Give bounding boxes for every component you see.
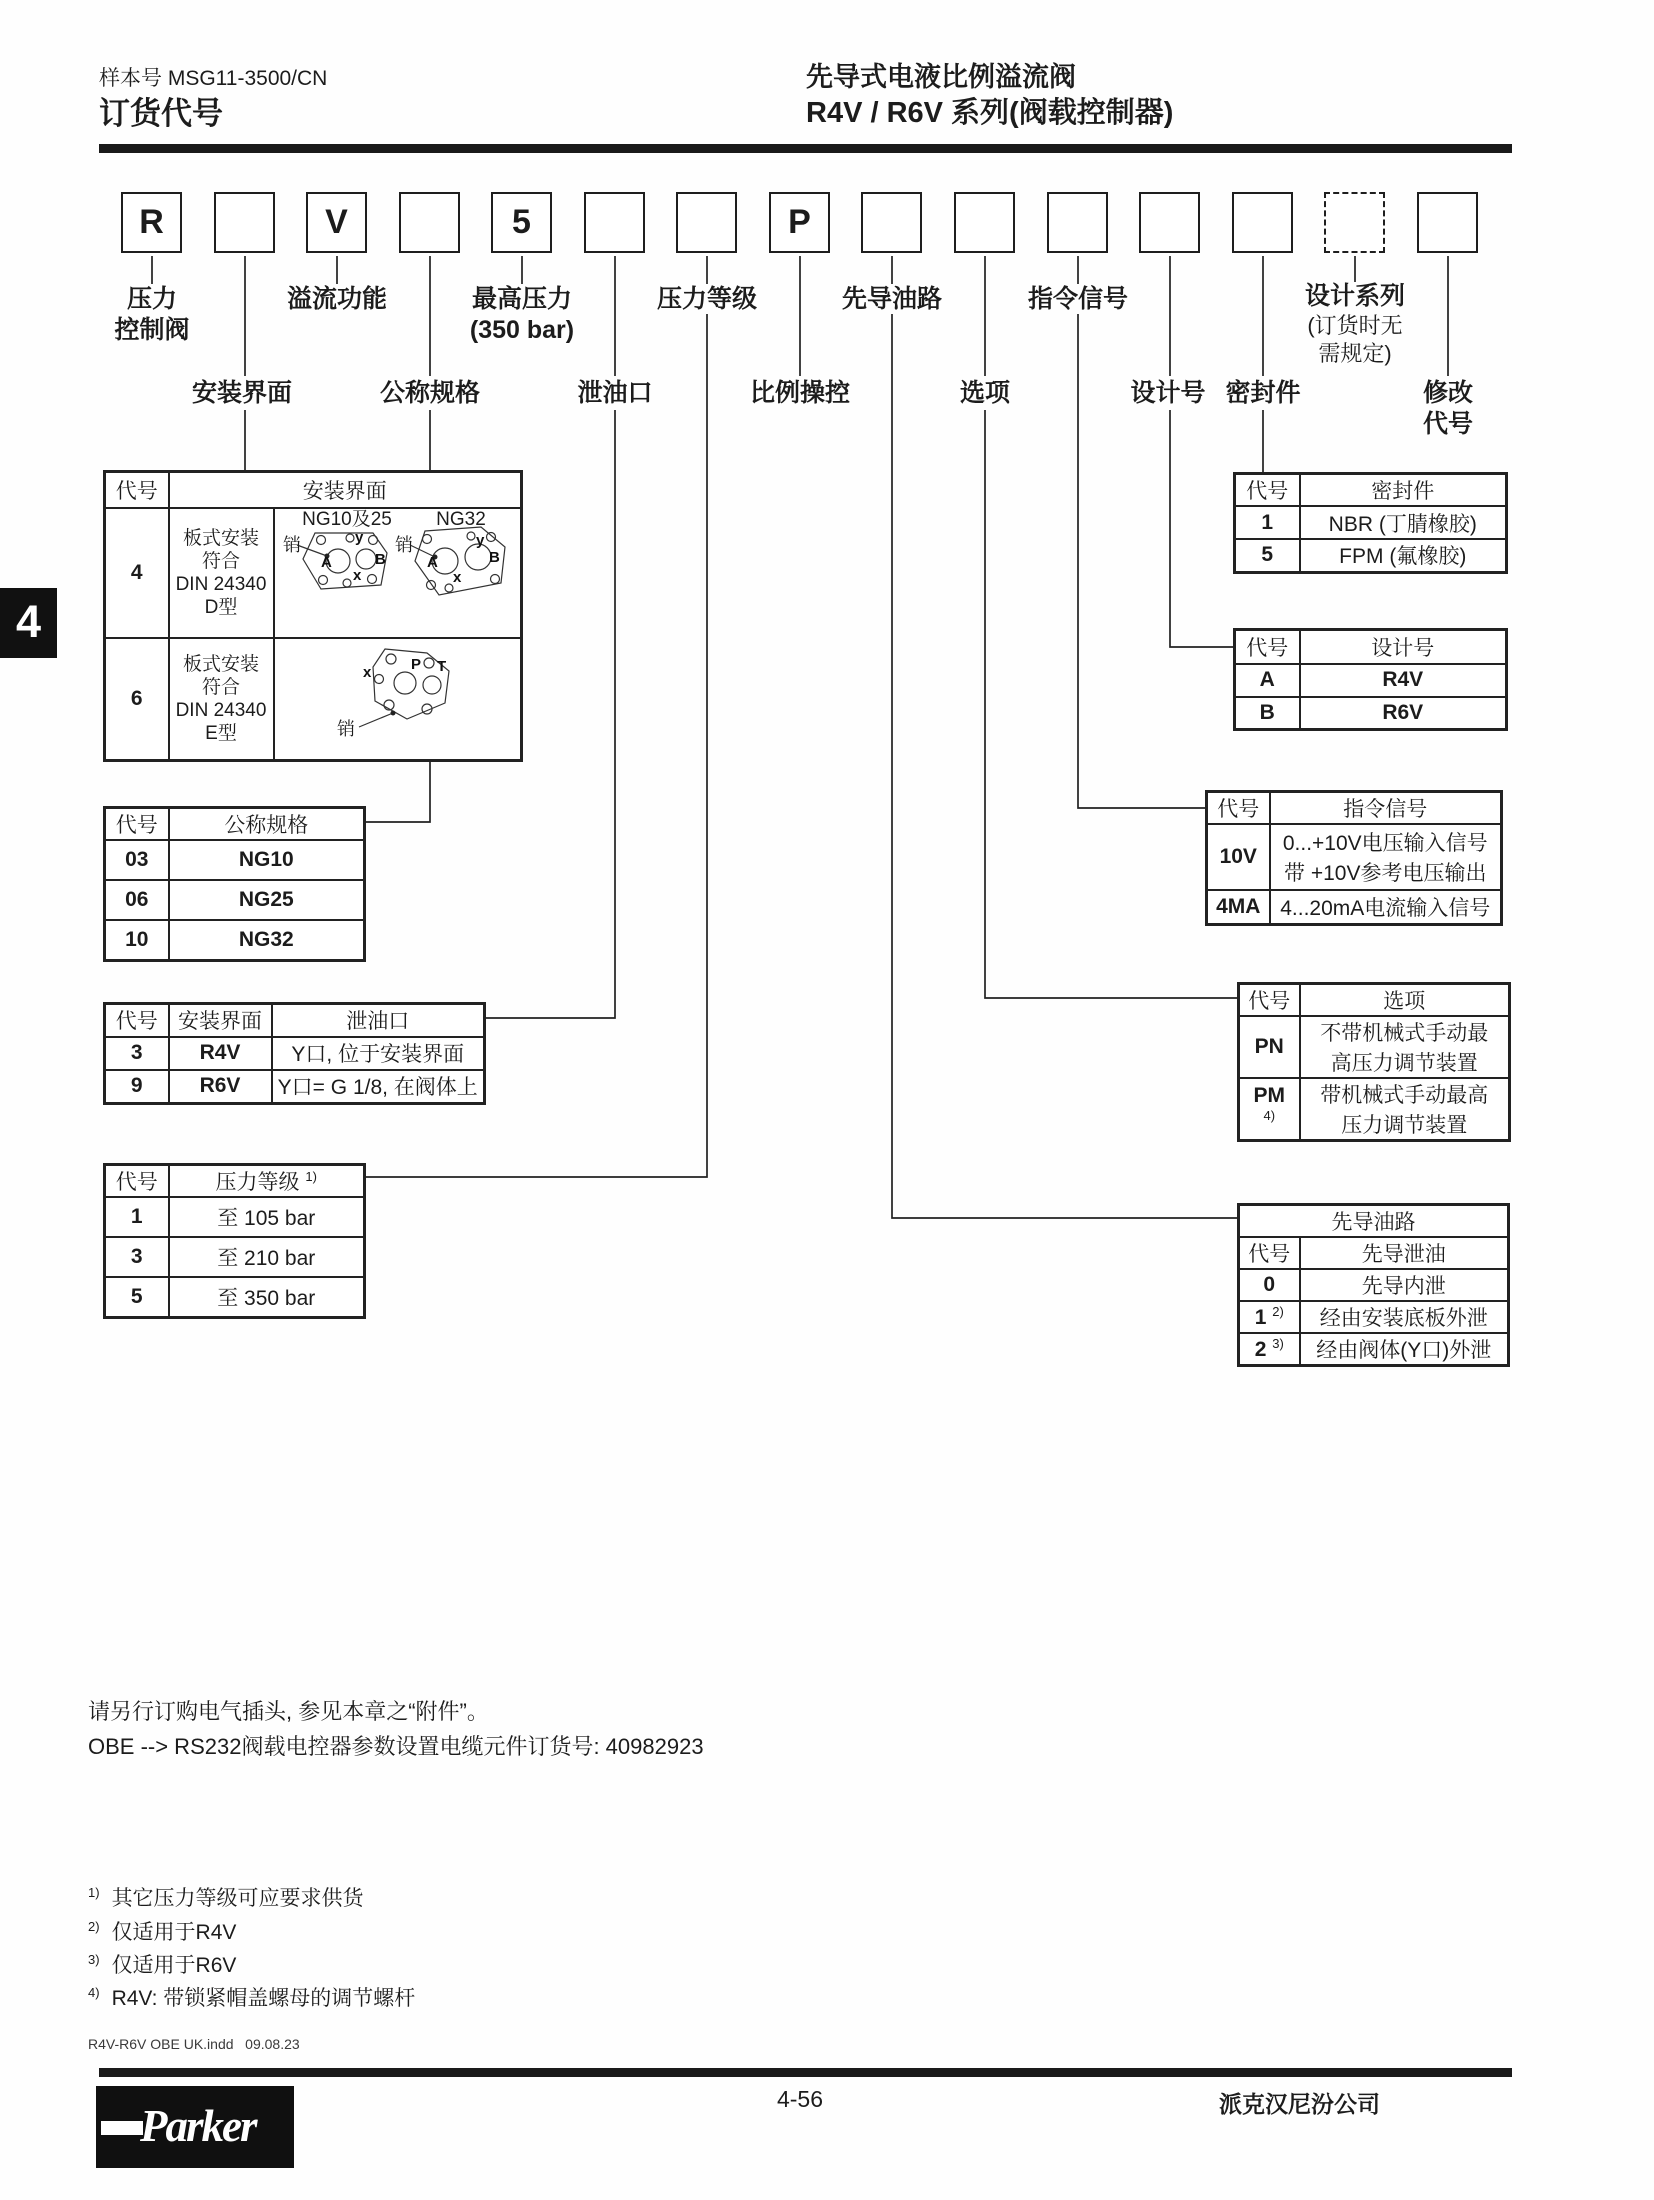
label-design-number: 设计号 (1130, 379, 1206, 407)
code-box-3: V (306, 192, 367, 253)
code-box-1: R (121, 192, 182, 253)
col-header-mounting: 安装界面 (169, 472, 522, 508)
svg-text:销: 销 (337, 718, 356, 739)
cell-code: 6 (105, 638, 169, 761)
label-revision-code: 修改 代号 (1422, 379, 1474, 438)
label-mounting-interface: 安装界面 (191, 379, 293, 407)
cell-diagram-d-type (274, 508, 522, 638)
file-info: R4V-R6V OBE UK.indd 09.08.23 (88, 2036, 300, 2052)
cell-code: 4 (105, 508, 169, 638)
svg-text:y: y (476, 531, 485, 549)
label-options: 选项 (959, 379, 1011, 407)
label-relief-function: 溢流功能 (286, 285, 388, 313)
svg-text:销: 销 (283, 534, 302, 555)
svg-text:B: B (375, 550, 387, 568)
label-command-signal: 指令信号 (1027, 285, 1129, 313)
label-nominal-size: 公称规格 (379, 379, 481, 407)
table-options: 代号 选项 PN 不带机械式手动最 高压力调节装置 PM $^{4)}$ 带机械式手动最高 压力调节装置 (1237, 982, 1511, 1142)
table-drain-port: 代号 安装界面 泄油口 3 R4V Y口, 位于安装界面 9 R6V Y口= G 1/8, 在阀体上 (103, 1002, 486, 1105)
table-mounting-interface (103, 470, 523, 762)
svg-text:y: y (355, 528, 364, 546)
cell-desc: 板式安装 符合 DIN 24340 D型 (169, 508, 274, 638)
label-seals: 密封件 (1225, 379, 1301, 407)
code-box-5: 5 (491, 192, 552, 253)
svg-text:T: T (437, 657, 447, 675)
footnote-1: $^{1)}$ 其它压力等级可应要求供货 (88, 1885, 364, 1910)
page-number: 4-56 (776, 2086, 824, 2112)
svg-text:B: B (489, 548, 501, 566)
footnote-4: $^{4)}$ R4V: 带锁紧帽盖螺母的调节螺杆 (88, 1985, 416, 2010)
footnote-2: $^{2)}$ 仅适用于R4V (88, 1919, 237, 1944)
table-pressure-rating: 代号 压力等级 $^{1)}$ 1 至 105 bar 3 至 210 bar 5 至 350 bar (103, 1163, 366, 1319)
svg-text:P: P (411, 655, 422, 673)
note-obe-cable: OBE --> RS232阀载电控器参数设置电缆元件订货号: 40982923 (88, 1734, 704, 1759)
col-header-code: 代号 (105, 472, 169, 508)
svg-text:销: 销 (395, 534, 414, 555)
product-title-line2: R4V / R6V 系列(阀载控制器) (806, 97, 1174, 129)
cell-diagram-e-type (274, 638, 522, 761)
table-seals: 代号 密封件 1 NBR (丁腈橡胶) 5 FPM (氟橡胶) (1233, 472, 1508, 574)
label-pilot-circuit: 先导油路 (841, 285, 943, 313)
svg-text:x: x (353, 566, 362, 584)
product-title-line1: 先导式电液比例溢流阀 (806, 62, 1076, 92)
svg-text:NG10及25: NG10及25 (302, 508, 393, 530)
code-box-8: P (769, 192, 830, 253)
cell-desc: 板式安装 符合 DIN 24340 E型 (169, 638, 274, 761)
label-max-pressure: 最高压力 (350 bar) (469, 285, 575, 344)
parker-logo-text: Parker (140, 2101, 256, 2151)
table-nominal-size: 代号 公称规格 03 NG10 06 NG25 10 NG32 (103, 806, 366, 962)
label-pressure-rating: 压力等级 (656, 285, 758, 313)
svg-text:A: A (321, 553, 333, 571)
e-type-port-diagram (275, 639, 519, 753)
label-proportional-control: 比例操控 (749, 379, 851, 407)
parker-logo (96, 2086, 294, 2168)
bottom-rule (99, 2068, 1512, 2077)
svg-text:x: x (363, 663, 372, 681)
table-design-number: 代号 设计号 A R4V B R6V (1233, 628, 1508, 731)
svg-text:NG32: NG32 (436, 508, 487, 530)
chapter-tab: 4 (0, 588, 57, 658)
page-title: 订货代号 (99, 96, 223, 131)
label-pressure-control-valve: 压力 控制阀 (114, 285, 190, 344)
svg-text:x: x (453, 568, 462, 586)
doc-number: 样本号 MSG11-3500/CN (99, 67, 328, 90)
svg-text:A: A (427, 553, 439, 571)
label-design-series: 设计系列 (订货时无 需规定) (1304, 282, 1406, 366)
company-name: 派克汉尼汾公司 (1219, 2091, 1380, 2117)
table-pilot-circuit: 先导油路 代号 先导泄油 0 先导内泄 1 $^{2)}$ 经由安装底板外泄 2 $^{3)}$ 经由阀体(Y口)外泄 (1237, 1203, 1510, 1367)
table-command-signal: 代号 指令信号 10V 0...+10V电压输入信号 带 +10V参考电压输出 4MA 4...20mA电流输入信号 (1205, 790, 1503, 926)
pilot-table-title: 先导油路 (1239, 1205, 1509, 1238)
footnote-3: $^{3)}$ 仅适用于R6V (88, 1952, 237, 1977)
d-type-port-diagram (275, 509, 519, 631)
label-drain-port: 泄油口 (577, 379, 653, 407)
note-connector: 请另行订购电气插头, 参见本章之“附件”。 (88, 1699, 489, 1724)
parker-logo-bar (101, 2121, 143, 2135)
